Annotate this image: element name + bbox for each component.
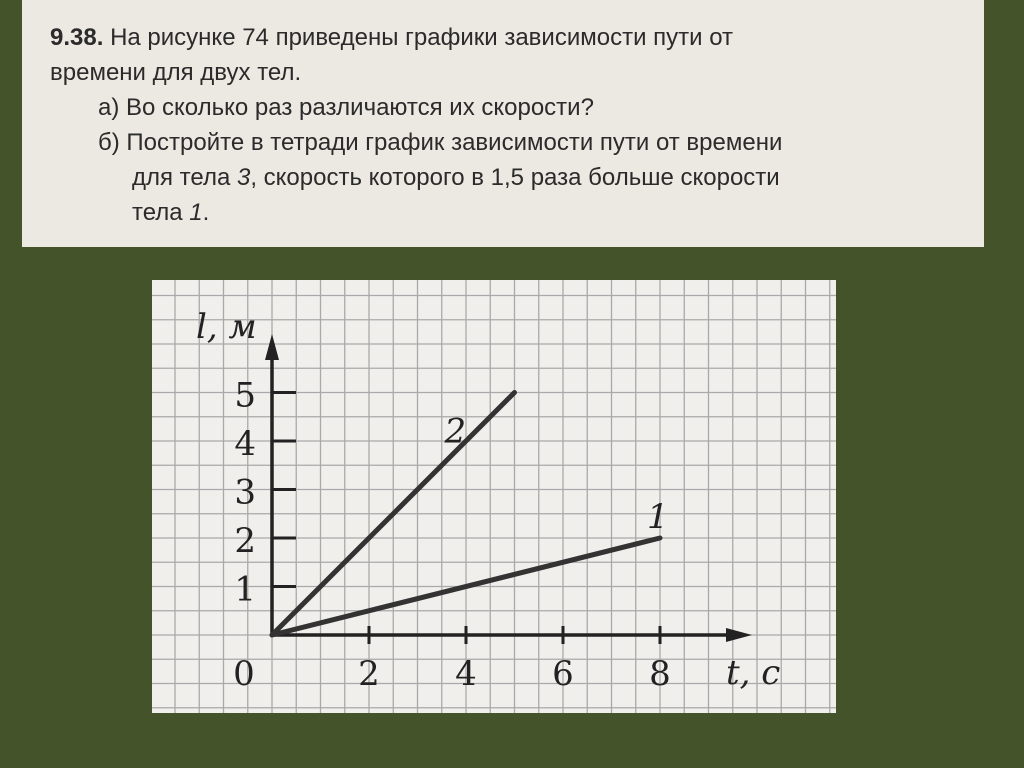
part-b-3-pre: тела <box>132 199 190 226</box>
origin-label: 0 <box>233 654 255 694</box>
problem-line-2: времени для двух тел. <box>50 59 302 86</box>
part-b-2-pre: для тела <box>132 164 237 191</box>
body-3-number: 3 <box>236 164 251 191</box>
x-tick-label: 8 <box>649 654 671 694</box>
x-tick-label: 4 <box>455 654 477 694</box>
y-tick-label: 2 <box>234 521 256 561</box>
part-b-3-post: . <box>202 199 210 226</box>
part-b-2-post: , скорость которого в 1,5 раза больше скорости <box>250 164 780 191</box>
problem-part-b-2 <box>50 160 970 195</box>
y-tick-label: 1 <box>234 569 256 610</box>
y-tick-label: 5 <box>234 375 256 416</box>
x-axis-arrow <box>726 628 752 642</box>
y-axis-arrow <box>265 334 279 360</box>
problem-text-card <box>22 0 984 247</box>
chart-card <box>152 280 836 713</box>
y-tick-label: 3 <box>234 472 256 513</box>
problem-part-b-3 <box>50 195 970 230</box>
problem-line-1 <box>50 20 970 55</box>
problem-line-1-text: На рисунке 74 приведены графики зависимости пути от <box>110 24 734 51</box>
y-axis-label: l, м <box>196 307 257 347</box>
body-1-number: 1 <box>189 199 203 226</box>
distance-time-chart <box>152 280 836 713</box>
x-tick-label: 2 <box>358 654 380 694</box>
y-tick-label: 4 <box>234 424 256 464</box>
problem-part-b-1: б) Постройте в тетради график зависимости пути от времени <box>98 129 783 156</box>
x-axis-label: t, c <box>726 653 781 693</box>
problem-number: 9.38. <box>50 24 104 51</box>
series-label-1: 1 <box>647 497 669 537</box>
x-tick-label: 6 <box>552 654 574 694</box>
problem-part-a: а) Во сколько раз различаются их скорости? <box>98 94 594 121</box>
series-label-2: 2 <box>444 411 467 452</box>
